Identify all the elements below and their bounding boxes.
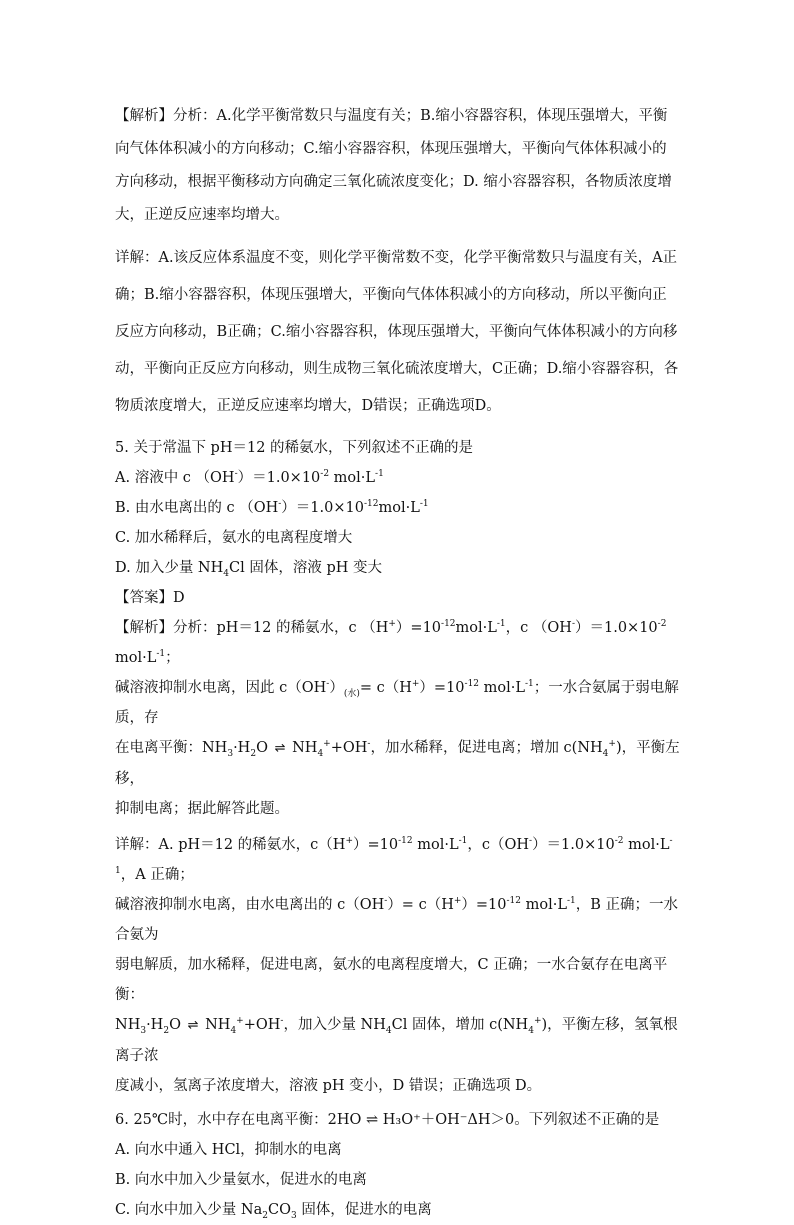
q5d-post: Cl 固体，溶液 pH 变大 xyxy=(229,560,383,576)
q6-stem-post: O ⇌ H₃O⁺＋OH⁻ΔH＞0。下列叙述不正确的是 xyxy=(349,1112,660,1128)
q5-detail-5: 度减小，氢离子浓度增大，溶液 pH 变小，D 错误；正确选项 D。 xyxy=(115,1078,542,1094)
q5-answer: 【答案】D xyxy=(115,590,185,606)
q5-option-a: A. 溶液中 c $(OH^-)=1.0\times 10^{-2}$ $mol\cdot L^{-1}$ xyxy=(115,469,384,486)
q5-detail-2: 碱溶液抑制水电离，由水电离出的 c（OH xyxy=(115,897,385,913)
q6-stem xyxy=(115,1105,680,1135)
document-page xyxy=(115,100,680,1225)
q5-analysis-1: 分析：pH＝12 的稀氨水，c （H xyxy=(173,620,389,636)
q5b-exp: -12 xyxy=(363,499,379,510)
q5a-unit: mol·L xyxy=(329,470,376,486)
q5-analysis-4: 抑制电离；据此解答此题。 xyxy=(115,801,289,817)
q5-option-c: C. 加水稀释后，氨水的电离程度增大 xyxy=(115,530,353,546)
q6-stem-pre: 6. 25℃时，水中存在电离平衡：2H xyxy=(115,1112,350,1128)
q5b-uexp: -1 xyxy=(419,499,429,510)
q6c-post: 固体，促进水的电离 xyxy=(301,1202,432,1218)
q5-detail-4: NH xyxy=(115,1017,141,1033)
q6c-pre: C. 向水中加入少量 Na xyxy=(115,1202,263,1218)
q6-option-c: C. 向水中加入少量 $Na_2CO_3$ 固体，促进水的电离 xyxy=(115,1202,432,1221)
q5-analysis: 【解析】分析：pH＝12 的稀氨水，c $(H^+)=10^{-12}mol\cdot L^{-1}$，c $(OH^-)=1.0\times 10^{-2}$ $mol\cdot L^{-1}$； 碱溶液抑制水电离，因此 $c(OH^-)_{(水)}= c(H^+)=10^{-12}$ $mol\cdot L^{-1}$；一水合氨属于弱电解质，存 在电离平衡：$NH_3\cdot H_2O$ ⇌ $NH_4^++OH^-$，加水稀释，促进电离；增加 $c(NH_4^+)$，平衡左移， 抑制电离；据此解答此题。 xyxy=(115,613,680,824)
q5-analysis-2: 碱溶液抑制水电离，因此 c（OH xyxy=(115,680,327,696)
q5b-pre: B. 由水电离出的 c （OH xyxy=(115,500,279,516)
equilibrium-arrow-icon: ⇌ xyxy=(187,1018,199,1033)
q5a-mid: ）＝1.0×10 xyxy=(237,470,321,486)
q5-analysis-tag: 【解析】 xyxy=(115,620,173,636)
q5-detail: 详解：A. pH＝12 的稀氨水，$c(H^+)=10^{-12}$ $mol\cdot L^{-1}$，$c(OH^-)=1.0\times 10^{-2}$ $mol\cdot L^{-1}$，A 正确； 碱溶液抑制水电离，由水电离出的 $c(OH^-)= c(H^+)=10^{-12}$ $mol\cdot L^{-1}$，B 正确；一水合氨为 弱电解质，加水稀释，促进电离，氨水的电离程度增大，C 正确；一水合氨存在电离平衡： $NH_3\cdot H_2O$ ⇌ $NH_4^++OH^-$，加入少量 $NH_4Cl$ 固体，增加 $c(NH_4^+)$，平衡左移，氢氧根离子浓 度减小，氢离子浓度增大，溶液 pH 变小，D 错误；正确选项 D。 xyxy=(115,830,680,1101)
q5-detail-1: 详解：A. pH＝12 的稀氨水，c（H xyxy=(115,837,346,853)
q5d-pre: D. 加入少量 NH xyxy=(115,560,224,576)
q5-option-b: B. 由水电离出的 c $(OH^-)=1.0\times 10^{-12}mol\cdot L^{-1}$ xyxy=(115,499,429,516)
q5-detail-3: 弱电解质，加水稀释，促进电离，氨水的电离程度增大，C 正确；一水合氨存在电离平衡： xyxy=(115,957,668,1003)
q6-option-b: B. 向水中加入少量氨水，促进水的电离 xyxy=(115,1172,367,1188)
equilibrium-arrow-icon: ⇌ xyxy=(274,741,286,756)
q6-option-a: A. 向水中通入 HCl，抑制水的电离 xyxy=(115,1142,342,1158)
q5-analysis-3: 在电离平衡：NH xyxy=(115,740,228,756)
q4-analysis-text: 分析：A.化学平衡常数只与温度有关；B.缩小容器容积，体现压强增大，平衡向气体体积减小的方向移动；C.缩小容器容积，体现压强增大，平衡向气体体积减小的方向移动，根据平衡移动方向确定三氧化硫浓度变化；D. 缩小容器容积，各物质浓度增大，正逆反应速率均增大。 xyxy=(115,108,672,223)
q4-detail: 详解：A.该反应体系温度不变，则化学平衡常数不变，化学平衡常数只与温度有关，A正确；B.缩小容器容积，体现压强增大，平衡向气体体积减小的方向移动，所以平衡向正反应方向移动，B正确；C.缩小容器容积，体现压强增大，平衡向气体体积减小的方向移动，平衡向正反应方向移动，则生成物三氧化硫浓度增大，C正确；D.缩小容器容积，各物质浓度增大，正逆反应速率均增大，D错误；正确选项D。 xyxy=(115,250,679,414)
q5a-pre: A. 溶液中 c （OH xyxy=(115,470,235,486)
q4-analysis xyxy=(115,100,680,232)
q5a-uexp: -1 xyxy=(375,469,384,480)
q5-stem: 5. 关于常温下 pH＝12 的稀氨水，下列叙述不正确的是 xyxy=(115,440,474,456)
q5b-unit: mol·L xyxy=(378,500,420,516)
q5-option-d: D. 加入少量 $NH_4Cl$ 固体，溶液 pH 变大 xyxy=(115,560,383,579)
analysis-tag: 【解析】 xyxy=(115,108,173,124)
q5b-mid: ）＝1.0×10 xyxy=(281,500,364,516)
q5a-exp: -2 xyxy=(320,469,330,480)
